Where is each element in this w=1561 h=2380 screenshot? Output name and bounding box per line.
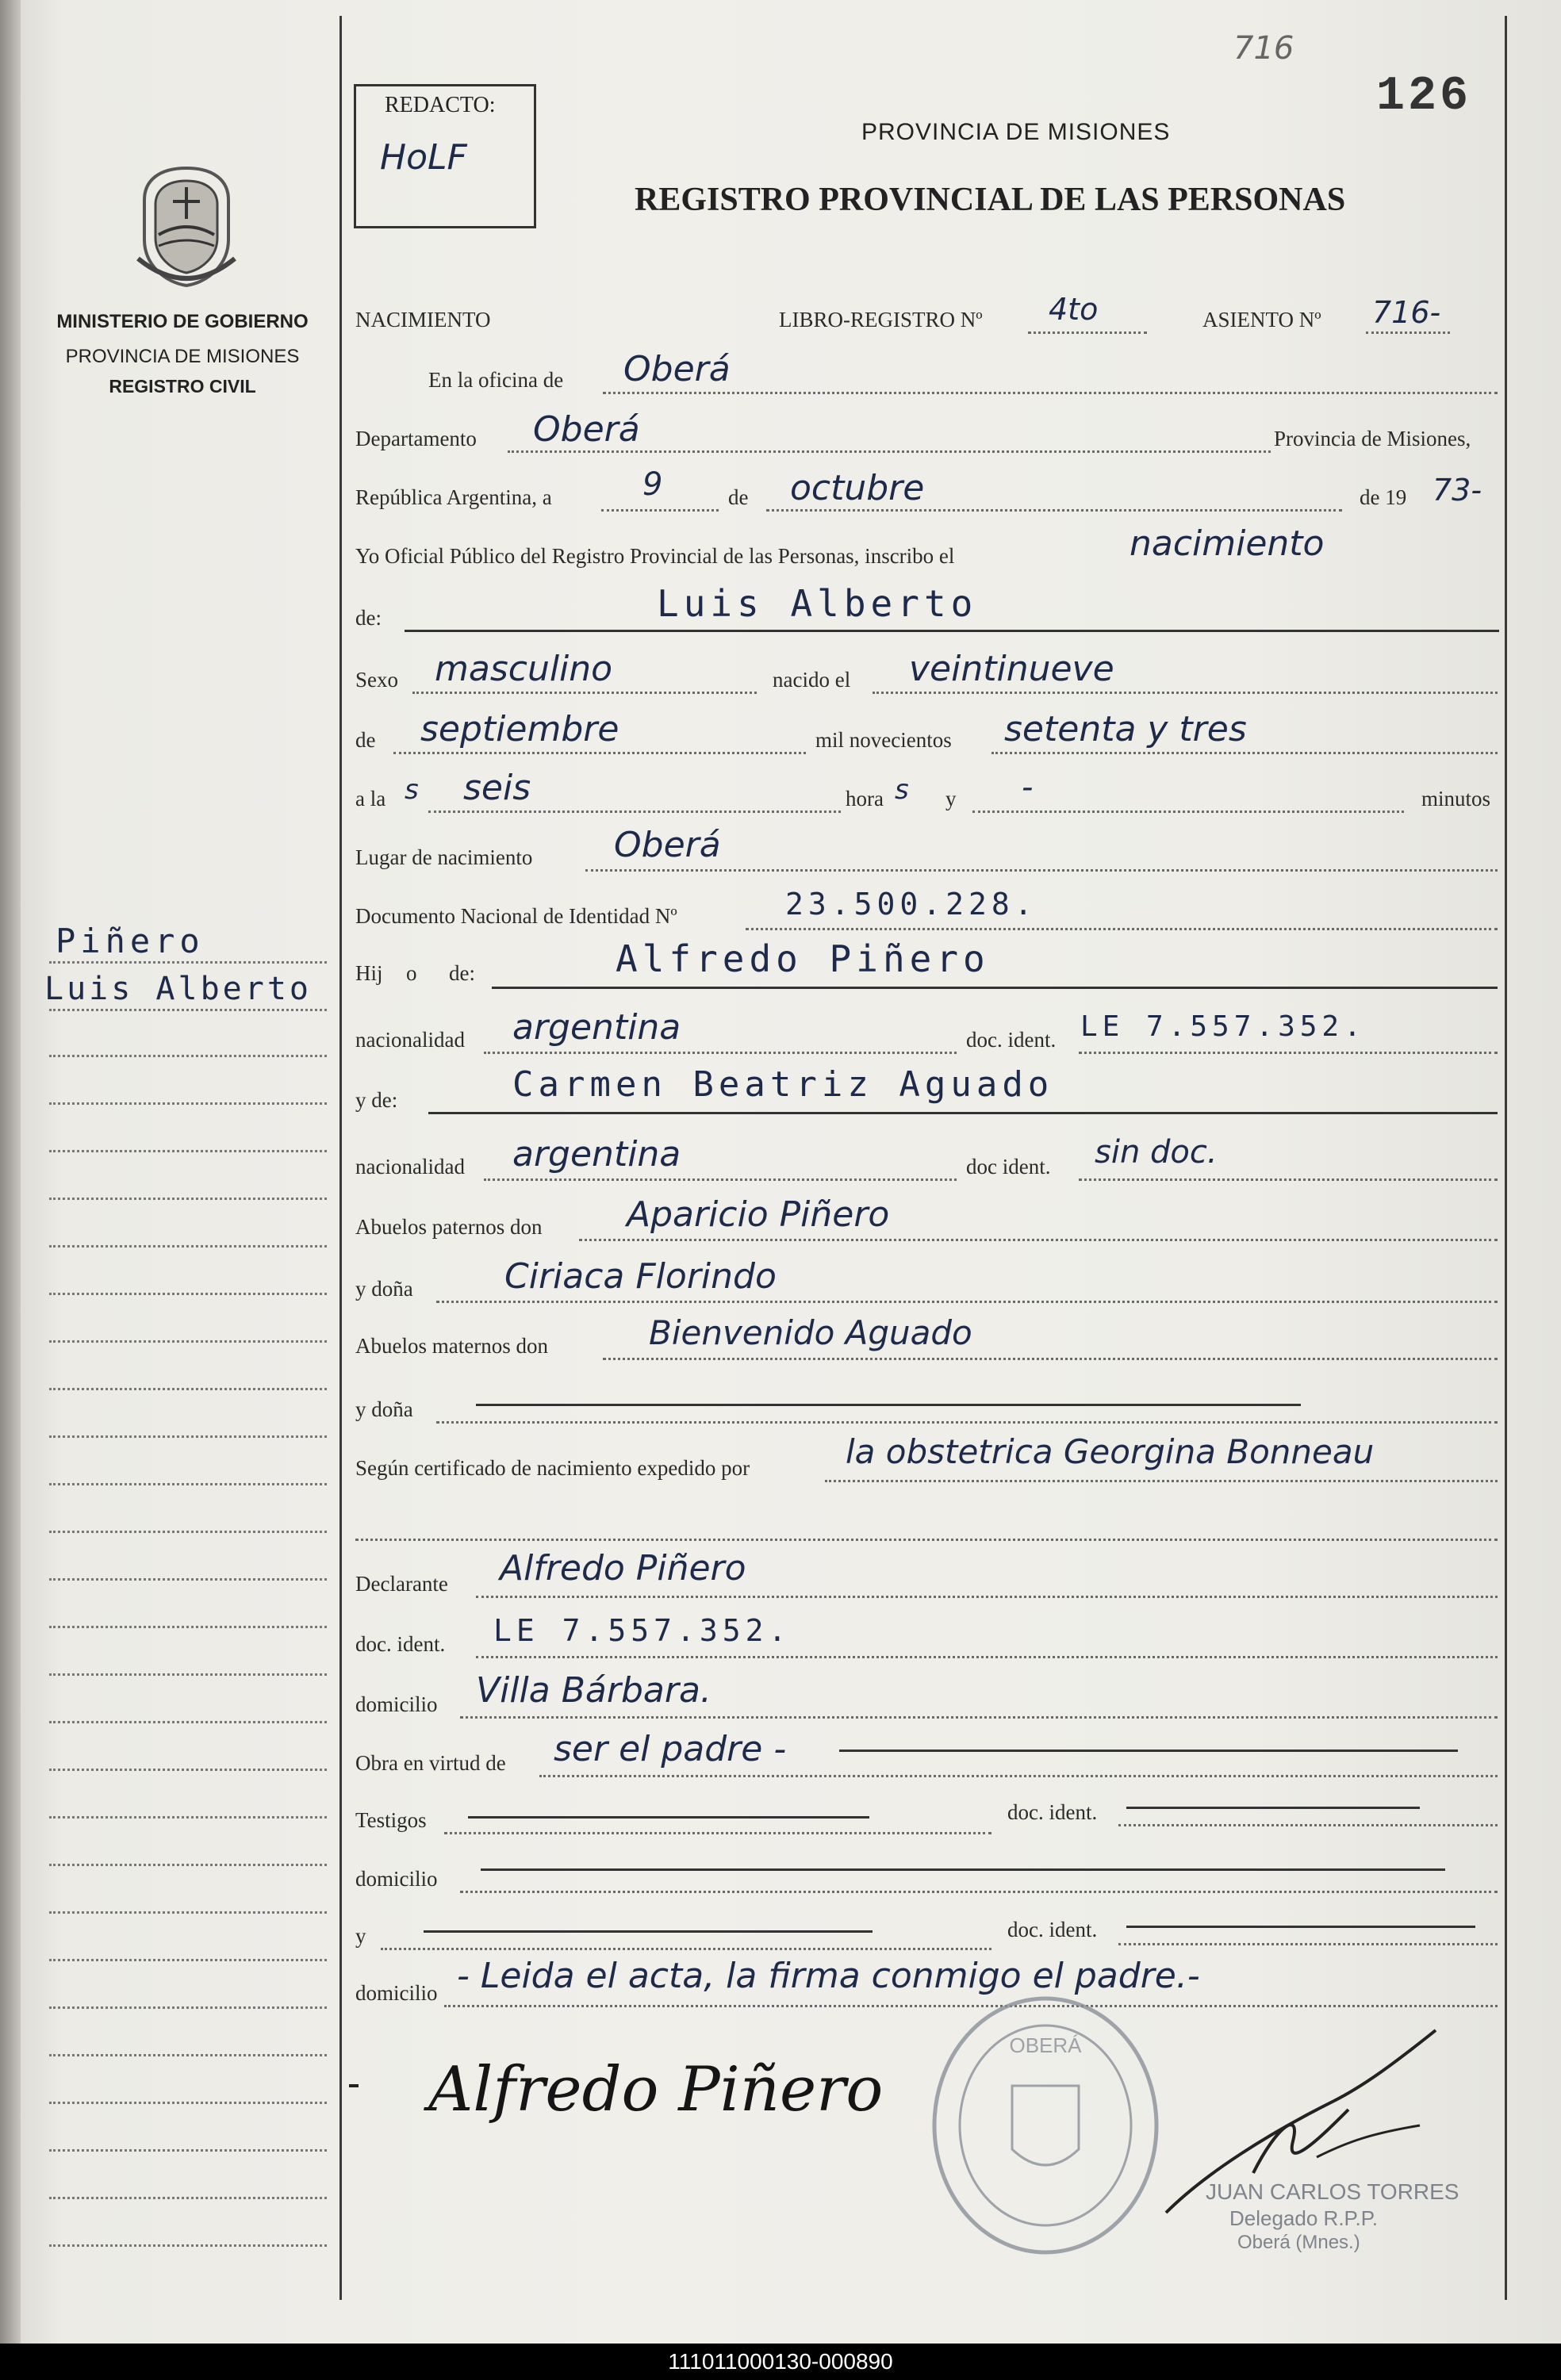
- margin-rule: [49, 1673, 327, 1676]
- margin-rule: [49, 2054, 327, 2056]
- margin-rule: [49, 1340, 327, 1343]
- margin-rule: [49, 1721, 327, 1723]
- margin-rule: [49, 1626, 327, 1628]
- abuelos-pat-label: Abuelos paternos don: [355, 1215, 543, 1239]
- registry-heading: REGISTRO PROVINCIAL DE LAS PERSONAS: [635, 182, 1346, 218]
- padre-value: Alfredo Piñero: [616, 937, 990, 980]
- obra-underline: [839, 1750, 1458, 1752]
- dni-value: 23.500.228.: [785, 887, 1037, 922]
- testigos-doc-underline: [1126, 1807, 1420, 1809]
- footer-code: 111011000130-000890: [668, 2349, 893, 2374]
- minutos-value: -: [1022, 769, 1034, 806]
- hora-value: seis: [463, 768, 531, 808]
- margin-rule: [49, 1435, 327, 1438]
- certificado-dotline: [825, 1480, 1498, 1482]
- padre-underline: [492, 987, 1498, 989]
- oficina-value: Oberá: [623, 349, 731, 389]
- dia-dotline: [601, 509, 719, 512]
- departamento-label: Departamento: [355, 427, 477, 450]
- testigos-doc-label: doc. ident.: [1007, 1800, 1098, 1824]
- certificado-label: Según certificado de nacimiento expedido por: [355, 1456, 750, 1480]
- leida-value: - Leida el acta, la firma conmigo el padre.-: [457, 1956, 1200, 1996]
- declarante-dotline: [476, 1596, 1498, 1598]
- abuelo-pat-value: Aparicio Piñero: [627, 1194, 890, 1235]
- anio-nac-value: setenta y tres: [1004, 709, 1247, 749]
- nombre-underline: [405, 630, 1499, 632]
- margin-rule: [49, 1769, 327, 1771]
- asiento-dotline: [1366, 332, 1450, 334]
- minutos-dotline: [972, 811, 1404, 813]
- abuela-mat-dotline: [436, 1421, 1498, 1424]
- asiento-label: ASIENTO Nº: [1202, 308, 1321, 332]
- mes-value: octubre: [790, 468, 925, 508]
- y-label: y: [945, 787, 957, 811]
- oficina-label: En la oficina de: [428, 368, 564, 392]
- left-header-line2: PROVINCIA DE MISIONES: [65, 346, 300, 367]
- testigo-domicilio-label: domicilio: [355, 1867, 438, 1891]
- margin-rule: [49, 1864, 327, 1866]
- testigos-dotline: [444, 1832, 991, 1834]
- doc-ident-madre-label: doc ident.: [966, 1155, 1051, 1179]
- doc-padre-dotline: [1079, 1052, 1498, 1054]
- y-testigo-dotline: [381, 1948, 991, 1950]
- testigo-domicilio-dotline: [460, 1891, 1498, 1893]
- sexo-label: Sexo: [355, 668, 398, 692]
- margin-divider-line: [339, 16, 342, 2300]
- domicilio-dotline: [460, 1716, 1498, 1719]
- abuela-mat-underline: [476, 1404, 1301, 1406]
- margin-rule: [49, 1911, 327, 1914]
- nac-madre-value: argentina: [512, 1134, 681, 1175]
- ala-label: a la: [355, 787, 386, 811]
- signature-marker: [349, 2084, 359, 2087]
- libro-dotline: [1028, 332, 1147, 334]
- y-testigo-doc-underline: [1126, 1926, 1475, 1928]
- departamento-dotline: [508, 450, 1271, 453]
- lugar-value: Oberá: [614, 825, 721, 865]
- doc-madre-dotline: [1079, 1179, 1498, 1181]
- margin-note-given: Luis Alberto: [44, 971, 312, 1007]
- margin-rule: [49, 1816, 327, 1819]
- margin-rule: [49, 1150, 327, 1152]
- nacido-value: veintinueve: [909, 649, 1114, 689]
- hora-suffix: s: [895, 774, 909, 806]
- svg-text:OBERÁ: OBERÁ: [1009, 2033, 1082, 2057]
- nacido-label: nacido el: [773, 668, 851, 692]
- margin-rule: [49, 2102, 327, 2104]
- page-number: 126: [1376, 70, 1472, 124]
- madre-value: Carmen Beatriz Aguado: [512, 1064, 1054, 1105]
- abuelo-pat-dotline: [579, 1239, 1498, 1241]
- mes-nac-value: septiembre: [420, 709, 619, 749]
- yo-oficial-label: Yo Oficial Público del Registro Provincial de las Personas, inscribo el: [355, 544, 955, 568]
- ala-suffix: s: [405, 774, 419, 806]
- declarante-doc-label: doc. ident.: [355, 1632, 446, 1656]
- anio-nac-dotline: [991, 752, 1498, 754]
- hijo-de-label: de:: [449, 961, 475, 985]
- y-testigo-label: y: [355, 1924, 366, 1948]
- nac-padre-dotline: [484, 1052, 957, 1054]
- domicilio-value: Villa Bárbara.: [476, 1670, 711, 1711]
- nombre-value: Luis Alberto: [657, 582, 978, 625]
- margin-rule: [49, 1959, 327, 1961]
- de-nombre-label: de:: [355, 606, 382, 630]
- dni-dotline: [746, 928, 1498, 930]
- provincial-seal-icon: [127, 163, 246, 290]
- margin-rule: [49, 1102, 327, 1105]
- redacto-label: REDACTO:: [385, 93, 496, 117]
- book-spine: [0, 0, 21, 2344]
- margin-rule: [49, 2006, 327, 2009]
- nacionalidad-madre-label: nacionalidad: [355, 1155, 465, 1179]
- obra-value: ser el padre -: [554, 1729, 787, 1769]
- lugar-label: Lugar de nacimiento: [355, 845, 533, 869]
- dni-label: Documento Nacional de Identidad Nº: [355, 904, 677, 928]
- corner-number: 716: [1233, 30, 1294, 67]
- left-header-line1: MINISTERIO DE GOBIERNO: [56, 311, 309, 332]
- hora-dotline: [428, 811, 841, 813]
- declarante-doc-dotline: [476, 1656, 1498, 1658]
- hora-label: hora: [846, 787, 884, 811]
- margin-rule: [49, 961, 327, 964]
- redacto-box: [354, 84, 536, 228]
- doc-madre-value: sin doc.: [1095, 1134, 1218, 1171]
- right-border-line: [1505, 16, 1507, 2300]
- abuela-pat-value: Ciriaca Florindo: [504, 1256, 777, 1297]
- republica-label: República Argentina, a: [355, 485, 552, 509]
- y-testigo-underline: [424, 1930, 873, 1933]
- margin-rule: [49, 1009, 327, 1011]
- obra-dotline: [539, 1775, 1498, 1777]
- inscribo-value: nacimiento: [1130, 523, 1325, 564]
- anio-value: 73-: [1433, 473, 1482, 508]
- obra-label: Obra en virtud de: [355, 1751, 506, 1775]
- minutos-label: minutos: [1421, 787, 1491, 811]
- margin-rule: [49, 2244, 327, 2247]
- ydona-pat-label: y doña: [355, 1277, 413, 1301]
- margin-rule: [49, 1055, 327, 1057]
- margin-rule: [49, 1531, 327, 1533]
- mil-label: mil novecientos: [815, 728, 952, 752]
- y-testigo-doc-dotline: [1118, 1943, 1498, 1945]
- nac-madre-dotline: [484, 1179, 957, 1181]
- asiento-value: 716-: [1372, 295, 1441, 330]
- certificado-value: la obstetrica Georgina Bonneau: [846, 1432, 1375, 1471]
- de-anio-label: de 19: [1360, 485, 1407, 509]
- margin-note-surname: Piñero: [56, 922, 205, 960]
- certificado-dotline2: [355, 1539, 1498, 1541]
- departamento-value: Oberá: [533, 409, 640, 450]
- hijo-suffix: o: [406, 961, 417, 985]
- testigos-underline: [468, 1816, 869, 1819]
- abuelos-mat-label: Abuelos maternos don: [355, 1334, 548, 1358]
- dia-value: 9: [642, 466, 663, 503]
- oficina-dotline: [603, 392, 1498, 394]
- margin-rule: [49, 1483, 327, 1485]
- domicilio-final-label: domicilio: [355, 1981, 438, 2005]
- sexo-dotline: [412, 692, 757, 694]
- testigos-label: Testigos: [355, 1808, 427, 1832]
- margin-rule: [49, 2149, 327, 2152]
- official-signature-icon: [1158, 2014, 1444, 2221]
- testigos-doc-dotline: [1118, 1824, 1498, 1826]
- ydona-mat-label: y doña: [355, 1397, 413, 1421]
- mes-dotline: [766, 509, 1342, 512]
- nacido-dotline: [873, 692, 1498, 694]
- sexo-value: masculino: [435, 649, 613, 689]
- signature-value: Alfredo Piñero: [428, 2054, 884, 2125]
- nacimiento-label: NACIMIENTO: [355, 308, 491, 332]
- provincia-label: Provincia de Misiones,: [1274, 427, 1471, 450]
- official-stamp-line2: Delegado R.P.P.: [1229, 2206, 1378, 2230]
- hijo-label: Hij: [355, 961, 383, 985]
- lugar-dotline: [585, 869, 1498, 872]
- yde-label: y de:: [355, 1088, 398, 1112]
- left-header-line3: REGISTRO CIVIL: [109, 376, 256, 397]
- mes-nac-dotline: [393, 752, 806, 754]
- madre-underline: [428, 1112, 1498, 1114]
- official-stamp-line3: Oberá (Mnes.): [1237, 2232, 1360, 2253]
- doc-ident-padre-label: doc. ident.: [966, 1028, 1057, 1052]
- declarante-label: Declarante: [355, 1572, 448, 1596]
- libro-value: 4to: [1049, 292, 1099, 327]
- abuelo-mat-dotline: [603, 1358, 1498, 1360]
- margin-rule: [49, 1578, 327, 1581]
- y-testigo-doc-label: doc. ident.: [1007, 1918, 1098, 1941]
- margin-rule: [49, 1293, 327, 1295]
- de-mes-label: de: [355, 728, 376, 752]
- de-label: de: [728, 485, 749, 509]
- domicilio-label: domicilio: [355, 1692, 438, 1716]
- abuelo-mat-value: Bienvenido Aguado: [649, 1313, 972, 1352]
- margin-rule: [49, 1198, 327, 1200]
- declarante-value: Alfredo Piñero: [500, 1548, 746, 1589]
- round-official-seal-icon: [926, 1991, 1164, 2260]
- margin-rule: [49, 1388, 327, 1390]
- official-stamp-line1: JUAN CARLOS TORRES: [1206, 2179, 1459, 2204]
- redacto-value: HoLF: [380, 137, 467, 178]
- doc-padre-value: LE 7.557.352.: [1080, 1010, 1366, 1043]
- testigo-domicilio-underline: [481, 1868, 1445, 1871]
- nacionalidad-padre-label: nacionalidad: [355, 1028, 465, 1052]
- abuela-pat-dotline: [436, 1301, 1498, 1303]
- declarante-doc-value: LE 7.557.352.: [493, 1613, 792, 1648]
- margin-rule: [49, 2197, 327, 2199]
- libro-label: LIBRO-REGISTRO Nº: [779, 308, 983, 332]
- nac-padre-value: argentina: [512, 1007, 681, 1048]
- province-heading: PROVINCIA DE MISIONES: [861, 119, 1171, 145]
- margin-rule: [49, 1245, 327, 1247]
